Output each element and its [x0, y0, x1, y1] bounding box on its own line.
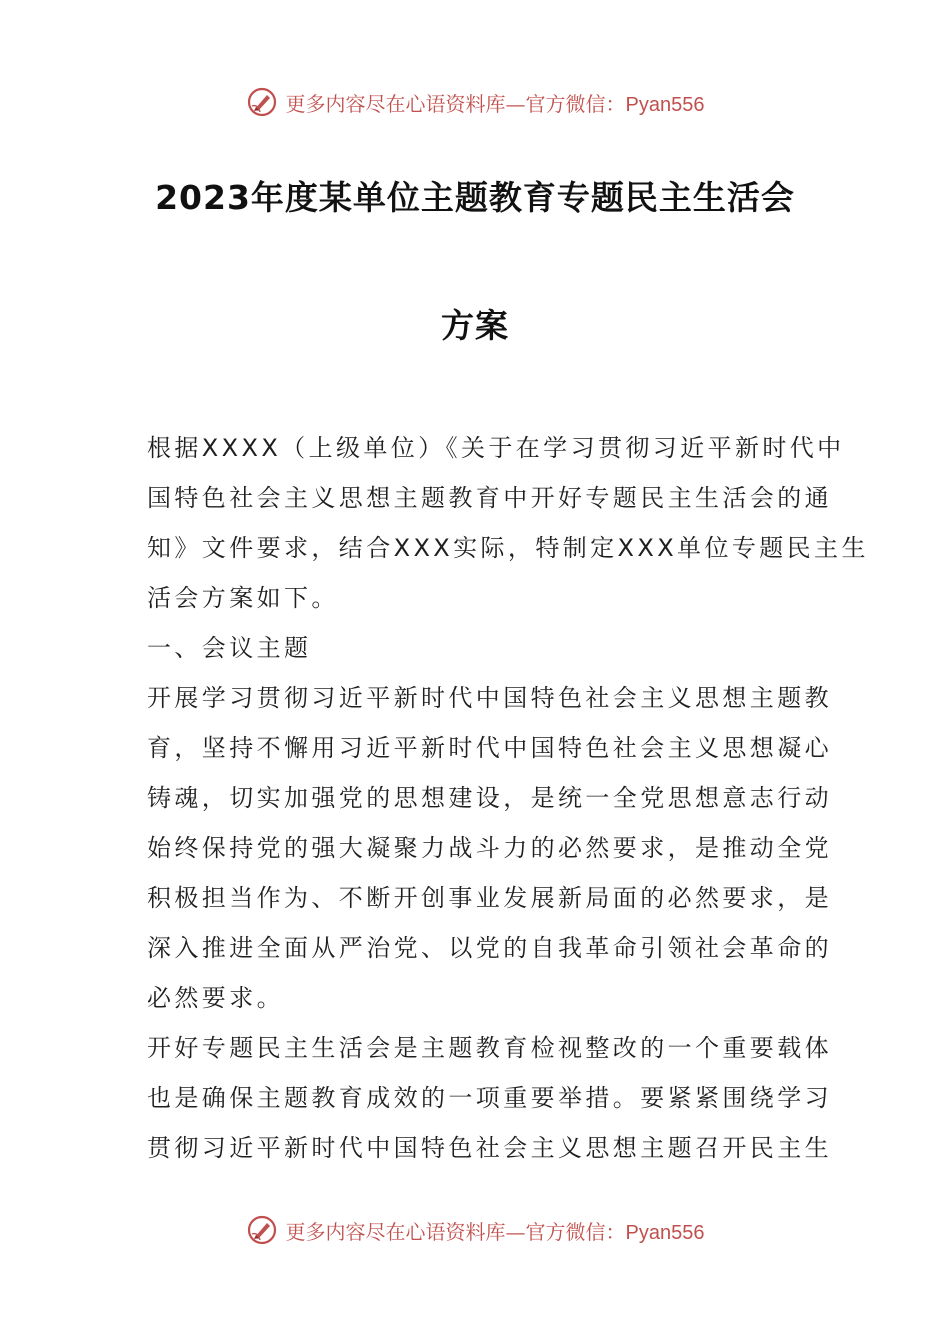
- text-line: 活会方案如下。: [147, 584, 339, 612]
- text-line: 开好专题民主生活会是主题教育检视整改的一个重要载体: [147, 1034, 832, 1062]
- text-line: 国特色社会主义思想主题教育中开好专题民主生活会的通: [147, 484, 832, 512]
- text-line: 知》文件要求，结合XXX实际，特制定XXX单位专题民主生: [147, 534, 869, 562]
- text-line: 也是确保主题教育成效的一项重要举措。要紧紧围绕学习: [147, 1084, 832, 1112]
- text-line: 积极担当作为、不断开创事业发展新局面的必然要求，是: [147, 884, 832, 912]
- pen-logo-icon: [246, 1214, 278, 1246]
- text-line: 育，坚持不懈用习近平新时代中国特色社会主义思想凝心: [147, 734, 832, 762]
- text-line: 根据XXXX（上级单位）《关于在学习贯彻习近平新时代中: [147, 434, 845, 462]
- text-line: 必然要求。: [147, 984, 284, 1012]
- text-line: 开展学习贯彻习近平新时代中国特色社会主义思想主题教: [147, 684, 832, 712]
- text-line: 深入推进全面从严治党、以党的自我革命引领社会革命的: [147, 934, 832, 962]
- watermark-footer: [0, 1210, 950, 1250]
- text-line: 铸魂，切实加强党的思想建设，是统一全党思想意志行动: [147, 784, 832, 812]
- pen-logo-icon: [246, 86, 278, 118]
- watermark-text: 更多内容尽在心语资料库—官方微信：Pyan556: [285, 1219, 705, 1244]
- watermark-header: [0, 82, 950, 122]
- document-body: [147, 428, 869, 1178]
- watermark-text: 更多内容尽在心语资料库—官方微信：Pyan556: [285, 91, 705, 116]
- document-title: 2023年度某单位主题教育专题民主生活会: [155, 178, 795, 217]
- document-title-continued: 方案: [441, 306, 509, 345]
- text-line: 始终保持党的强大凝聚力战斗力的必然要求，是推动全党: [147, 834, 832, 862]
- section-heading: 一、会议主题: [147, 634, 312, 662]
- text-line: 贯彻习近平新时代中国特色社会主义思想主题召开民主生: [147, 1134, 832, 1162]
